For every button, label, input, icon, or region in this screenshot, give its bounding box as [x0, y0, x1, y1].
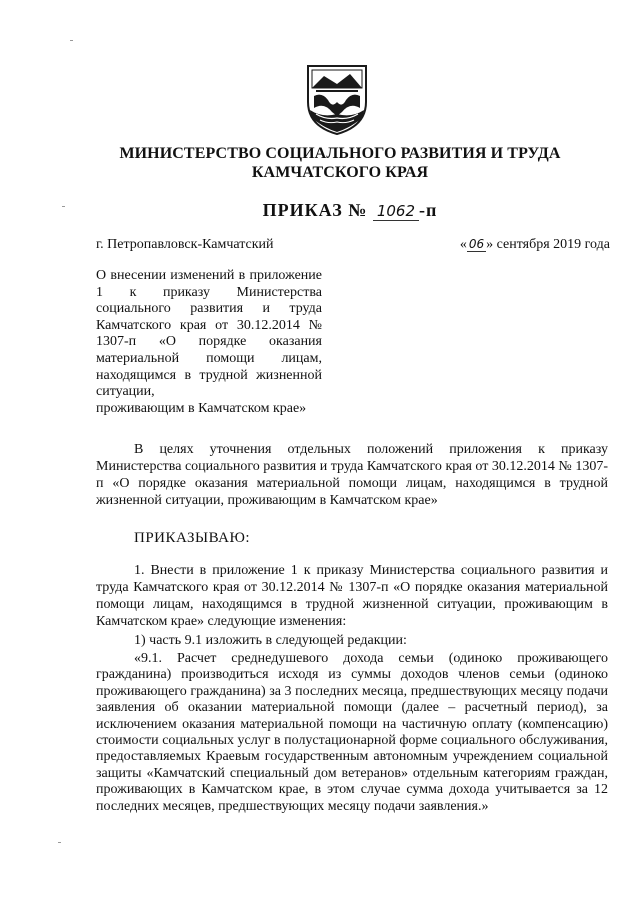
order-subject-last-line: проживающим в Камчатском крае»	[96, 400, 307, 416]
kamchatka-coat-of-arms-icon	[302, 62, 372, 136]
preamble-paragraph: В целях уточнения отдельных положений приложения к приказу Министерства социального развития и труда Камчатского края от 30.12.2014 № 1307-п «О порядке оказания материальной помощи лицам, находящимся в трудной жизненной ситуации, проживающим в Камчатском крае»	[96, 442, 608, 508]
scan-speck	[70, 40, 73, 41]
order-date	[460, 237, 610, 253]
order-subject	[96, 268, 322, 417]
order-title-prefix: ПРИКАЗ №	[262, 200, 368, 220]
item-1-1-paragraph: 1) часть 9.1 изложить в следующей редакции:	[134, 633, 407, 648]
scan-speck	[58, 842, 61, 843]
item-9-1-text: «9.1. Расчет среднедушевого дохода семьи (одиноко проживающего гражданина) производиться исходя из суммы доходов членов семьи (одиноко проживающего гражданина) за 3 последних месяца, предшествующих месяцу подачи заявления об оказании материальной помощи (далее – расчетный период), за исключением оказания материальной помощи на частичную оплату (компенсацию) стоимости социальных услуг в полустационарной форме социального обслуживания, предоставляемых Краевым государственным автономным учреждением социальной защиты «Камчатский специальный дом ветеранов» отдельным категориям граждан, проживающих в Камчатском крае, в этом случае сумма дохода учитывается за 12 последних месяцев, предшествующих месяцу подачи заявления.»	[96, 651, 608, 814]
date-open-quote: «	[459, 237, 467, 252]
order-number: 1062	[373, 202, 419, 221]
ministry-line-2: КАМЧАТСКОГО КРАЯ	[251, 164, 429, 181]
order-number-suffix: -п	[419, 200, 438, 220]
ministry-line-1: МИНИСТЕРСТВО СОЦИАЛЬНОГО РАЗВИТИЯ И ТРУДА	[119, 145, 561, 162]
city: г. Петропавловск-Камчатский	[96, 237, 274, 252]
ministry-name	[80, 144, 600, 182]
item-1-paragraph: 1. Внести в приложение 1 к приказу Министерства социального развития и труда Камчатского края от 30.12.2014 № 1307-п «О порядке оказания материальной помощи лицам, находящимся в трудной жизненной ситуации, проживающим в Камчатском крае» следующие изменения:	[96, 563, 608, 629]
scan-speck	[62, 206, 65, 207]
order-title	[220, 200, 480, 221]
date-day: 06	[468, 237, 485, 251]
order-word: ПРИКАЗЫВАЮ:	[134, 530, 251, 546]
order-subject-text: О внесении изменений в приложение 1 к приказу Министерства социального развития и труда Камчатского края от 30.12.2014 № 1307-п «О порядке оказания материальной помощи лицам, находящимся в трудной жизненной ситуации,	[96, 268, 322, 400]
date-month-year: » сентября 2019 года	[486, 237, 610, 252]
